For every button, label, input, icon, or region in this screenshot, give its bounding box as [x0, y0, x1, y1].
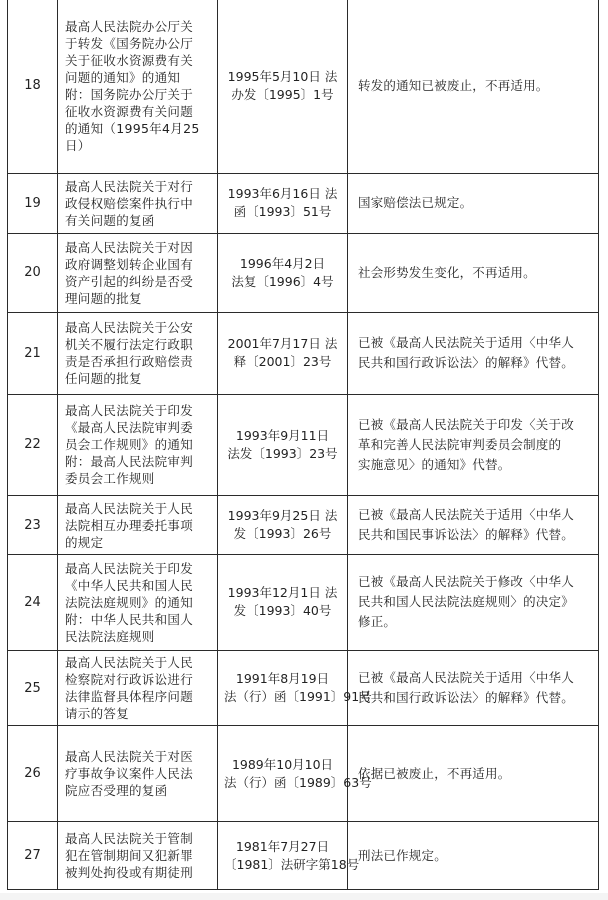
text-line: 发〔1993〕26号 — [233, 526, 332, 542]
document-title-cell — [58, 726, 218, 822]
text-line: 被判处拘役或有期徒刑 — [65, 865, 194, 881]
text-line: 已被《最高人民法院关于印发〈关于改 — [358, 416, 574, 432]
text-line: 修正。 — [358, 614, 397, 630]
table-row — [8, 554, 599, 650]
text-line: 有关问题的复函 — [65, 212, 155, 228]
text-line: 依据已被废止，不再适用。 — [358, 765, 511, 781]
text-line: 1995年5月10日 法 — [227, 68, 338, 84]
text-line: 2001年7月17日 法 — [227, 336, 338, 352]
table-row — [8, 394, 599, 496]
text-line: 疗事故争议案件人民法 — [65, 766, 194, 782]
text-line: 民法院法庭规则 — [65, 628, 155, 644]
table-row — [8, 496, 599, 555]
text-line: 已被《最高人民法院关于适用〈中华人 — [358, 335, 574, 351]
text-line: 法复〔1996〕4号 — [231, 273, 334, 289]
text-line: 1981年7月27日 — [235, 838, 330, 854]
row-number: 19 — [8, 173, 58, 234]
text-line: 政府调整划转企业国有 — [65, 256, 194, 272]
table-row — [8, 0, 599, 173]
document-title-cell — [58, 554, 218, 650]
abolition-reason-cell — [348, 394, 599, 496]
table-row — [8, 650, 599, 726]
row-number: 23 — [8, 496, 58, 555]
text-line: 革和完善人民法院审判委员会制度的 — [358, 436, 562, 452]
text-line: 发〔1993〕40号 — [233, 603, 332, 619]
issue-date-and-number-cell — [218, 726, 372, 822]
table-body — [8, 0, 599, 890]
text-line: 转发的通知已被废止，不再适用。 — [358, 77, 549, 93]
text-line: 最高人民法院关于公安 — [65, 320, 194, 336]
abolition-reason-cell — [348, 822, 599, 890]
text-line: 1991年8月19日 — [235, 671, 330, 687]
issue-date-and-number-cell — [218, 822, 360, 890]
issue-date-and-number-cell — [218, 650, 372, 726]
text-line: 1996年4月2日 — [239, 255, 326, 271]
row-number: 22 — [8, 394, 58, 496]
text-line: 已被《最高人民法院关于修改〈中华人 — [358, 574, 574, 590]
text-line: 1993年12月1日 法 — [227, 585, 338, 601]
text-line: 刑法已作规定。 — [358, 847, 447, 863]
text-line: 国家赔偿法已规定。 — [358, 195, 473, 211]
text-line: 政侵权赔偿案件执行中 — [65, 195, 194, 211]
text-line: 社会形势发生变化，不再适用。 — [358, 264, 536, 280]
text-line: 的规定 — [65, 534, 104, 550]
issue-date-and-number-cell — [218, 312, 348, 394]
text-line: 最高人民法院办公厅关 — [65, 18, 194, 34]
text-line: 〔1981〕法研字第18号 — [224, 856, 360, 872]
document-title-cell — [58, 312, 218, 394]
document-title-cell — [58, 173, 218, 234]
text-line: 法院法庭规则》的通知 — [65, 594, 194, 610]
abolition-reason-cell — [348, 173, 599, 234]
text-line: 理问题的批复 — [65, 290, 142, 306]
text-line: 实施意见〉的通知》代替。 — [358, 456, 511, 472]
row-number: 20 — [8, 234, 58, 313]
abolition-reason-cell — [348, 234, 599, 313]
text-line: 最高人民法院关于对因 — [65, 239, 194, 255]
text-line: 关于征收水资源费有关 — [65, 52, 194, 68]
abolition-reason-cell — [348, 0, 599, 173]
issue-date-and-number-cell — [218, 394, 348, 496]
text-line: 日） — [65, 137, 91, 153]
issue-date-and-number-cell — [218, 0, 348, 173]
document-title-cell — [58, 234, 218, 313]
row-number: 18 — [8, 0, 58, 173]
text-line: 附：国务院办公厅关于 — [65, 86, 194, 102]
text-line: 1993年9月11日 — [235, 427, 330, 443]
text-line: 法律监督具体程序问题 — [65, 689, 194, 705]
text-line: 法发〔1993〕23号 — [227, 445, 338, 461]
text-line: 函〔1993〕51号 — [233, 204, 332, 220]
text-line: 已被《最高人民法院关于适用〈中华人 — [358, 507, 574, 523]
text-line: 1993年6月16日 法 — [227, 186, 338, 202]
text-line: 检察院对行政诉讼进行 — [65, 672, 194, 688]
text-line: 任问题的批复 — [65, 371, 142, 387]
text-line: 附：最高人民法院审判 — [65, 454, 194, 470]
issue-date-and-number-cell — [218, 496, 348, 555]
document-title-cell — [58, 650, 218, 726]
text-line: 于转发《国务院办公厅 — [65, 35, 194, 51]
text-line: 法（行）函〔1989〕63号 — [224, 774, 372, 790]
text-line: 1993年9月25日 法 — [227, 508, 338, 524]
issue-date-and-number-cell — [218, 234, 348, 313]
document-title-cell — [58, 496, 218, 555]
text-line: 的通知（1995年4月25 — [65, 120, 200, 136]
issue-date-and-number-cell — [218, 173, 348, 234]
document-title-cell — [58, 0, 218, 173]
text-line: 犯在管制期间又犯新罪 — [65, 848, 194, 864]
text-line: 民共和国人民法院法庭规则〉的决定》 — [358, 594, 574, 610]
abolished-interpretations-table — [7, 0, 599, 890]
text-line: 最高人民法院关于对行 — [65, 178, 194, 194]
text-line: 最高人民法院关于人民 — [65, 655, 194, 671]
text-line: 最高人民法院关于管制 — [65, 831, 194, 847]
text-line: 委员会工作规则 — [65, 471, 155, 487]
text-line: 办发〔1995〕1号 — [231, 86, 334, 102]
text-line: 机关不履行法定行政职 — [65, 337, 194, 353]
abolition-reason-cell — [348, 312, 599, 394]
table-row — [8, 312, 599, 394]
text-line: 最高人民法院关于印发 — [65, 403, 194, 419]
text-line: 法院相互办理委托事项 — [65, 517, 194, 533]
text-line: 征收水资源费有关问题 — [65, 103, 194, 119]
text-line: 资产引起的纠纷是否受 — [65, 273, 194, 289]
text-line: 已被《最高人民法院关于适用〈中华人 — [358, 670, 574, 686]
text-line: 法（行）函〔1991〕91号 — [224, 689, 372, 705]
text-line: 责是否承担行政赔偿责 — [65, 354, 194, 370]
text-line: 1989年10月10日 — [231, 756, 334, 772]
text-line: 《最高人民法院审判委 — [65, 420, 194, 436]
document-title-cell — [58, 822, 218, 890]
text-line: 最高人民法院关于人民 — [65, 500, 194, 516]
issue-date-and-number-cell — [218, 554, 348, 650]
text-line: 附：中华人民共和国人 — [65, 611, 194, 627]
table-row — [8, 173, 599, 234]
table-row — [8, 726, 599, 822]
row-number: 21 — [8, 312, 58, 394]
text-line: 民共和国行政诉讼法〉的解释》代替。 — [358, 690, 574, 706]
text-line: 最高人民法院关于印发 — [65, 560, 194, 576]
abolition-reason-cell — [348, 554, 599, 650]
text-line: 员会工作规则》的通知 — [65, 437, 194, 453]
row-number: 25 — [8, 650, 58, 726]
table-row — [8, 822, 599, 890]
row-number: 26 — [8, 726, 58, 822]
document-title-cell — [58, 394, 218, 496]
text-line: 释〔2001〕23号 — [233, 354, 332, 370]
text-line: 院应否受理的复函 — [65, 783, 168, 799]
text-line: 问题的通知》的通知 — [65, 69, 181, 85]
row-number: 27 — [8, 822, 58, 890]
text-line: 最高人民法院关于对医 — [65, 749, 194, 765]
text-line: 民共和国行政诉讼法〉的解释》代替。 — [358, 355, 574, 371]
text-line: 民共和国民事诉讼法〉的解释》代替。 — [358, 527, 574, 543]
row-number: 24 — [8, 554, 58, 650]
table-row — [8, 234, 599, 313]
abolition-reason-cell — [348, 650, 599, 726]
page-bottom-margin — [0, 893, 608, 900]
abolition-reason-cell — [348, 726, 599, 822]
text-line: 《中华人民共和国人民 — [65, 577, 194, 593]
abolition-reason-cell — [348, 496, 599, 555]
text-line: 请示的答复 — [65, 706, 130, 722]
